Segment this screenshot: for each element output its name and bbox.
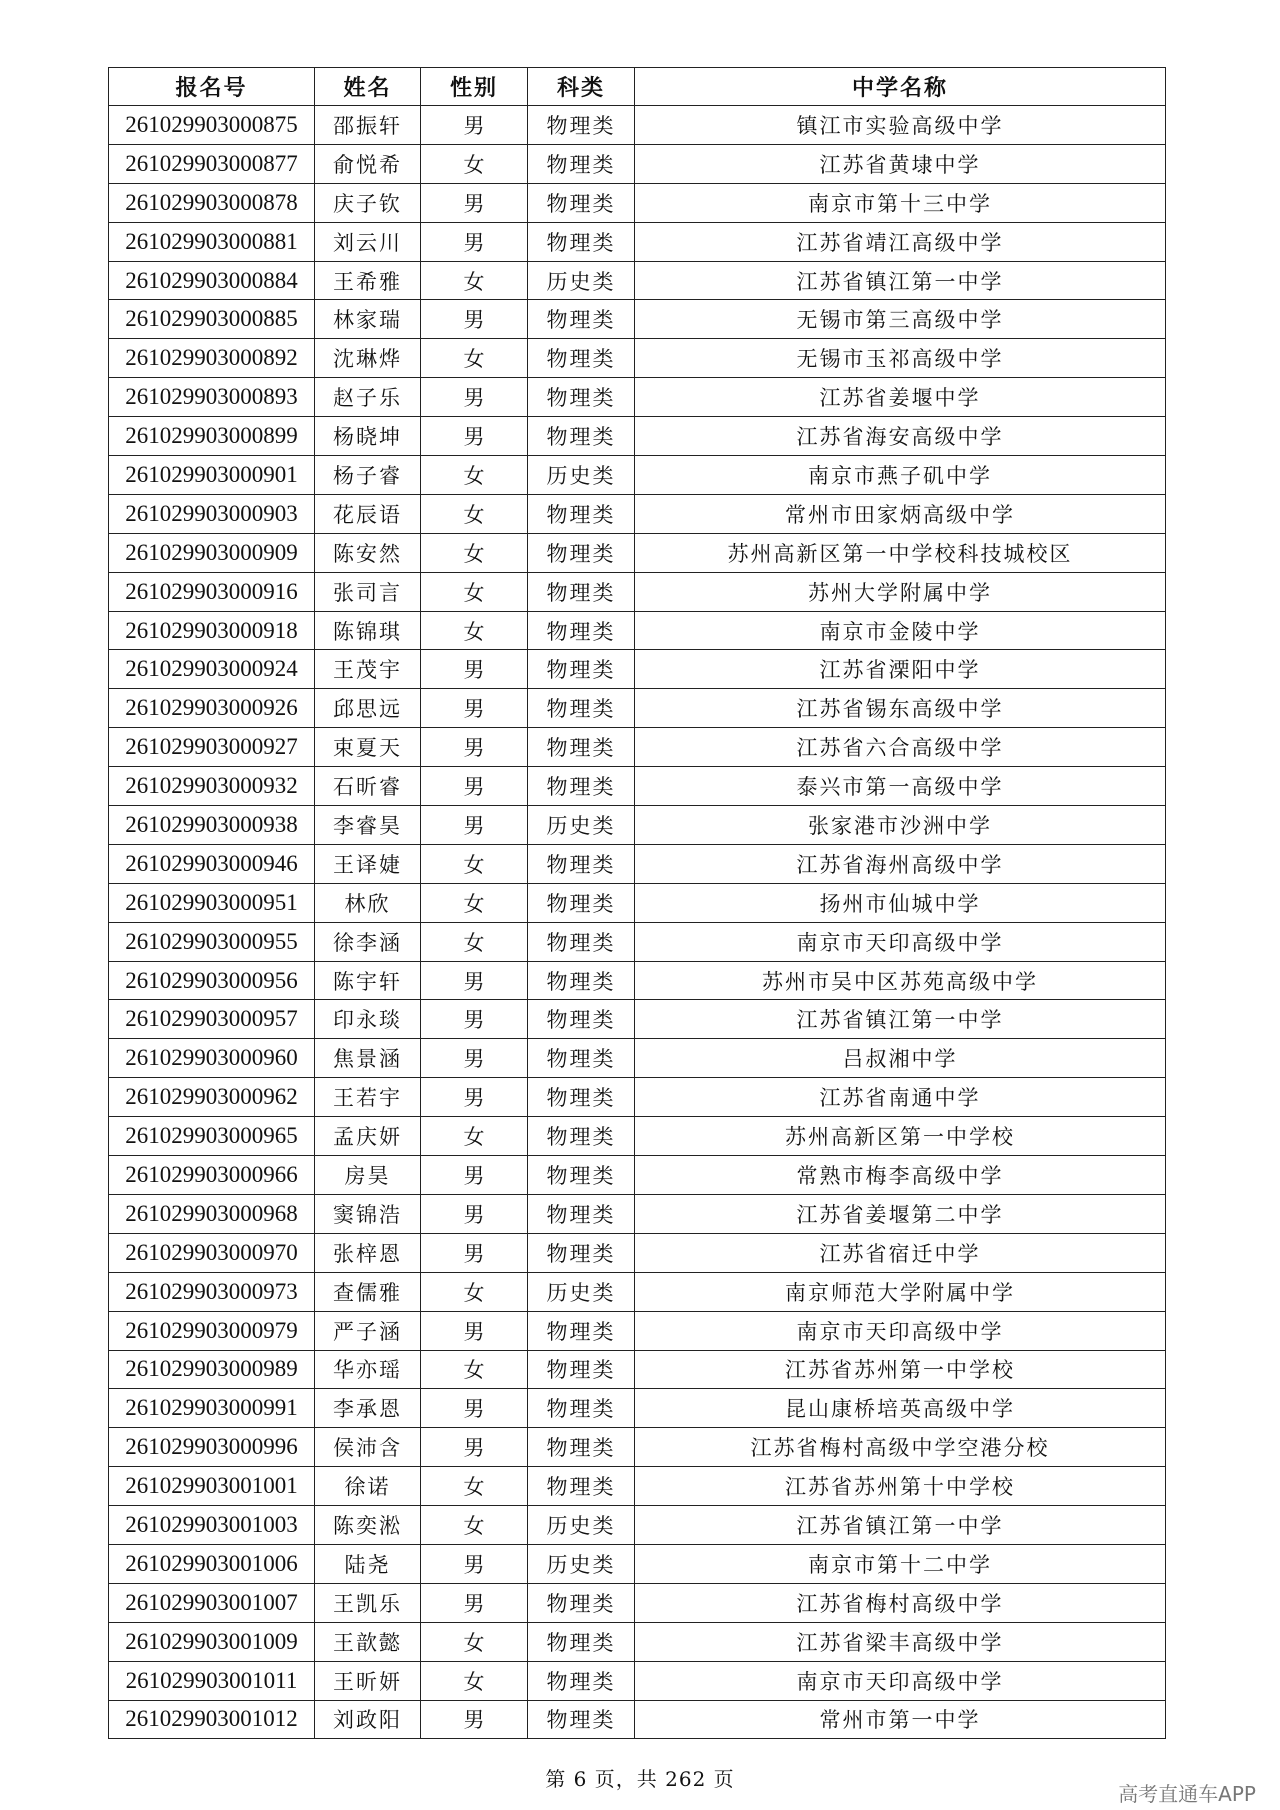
cell-subject-track: 物理类 xyxy=(528,728,635,767)
cell-registration-number: 261029903000885 xyxy=(109,300,315,339)
cell-registration-number: 261029903001009 xyxy=(109,1622,315,1661)
cell-school-name: 南京市燕子矶中学 xyxy=(635,456,1166,495)
header-registration-number: 报名号 xyxy=(109,68,315,106)
cell-name: 邵振轩 xyxy=(315,106,421,145)
cell-registration-number: 261029903000966 xyxy=(109,1156,315,1195)
cell-subject-track: 物理类 xyxy=(528,922,635,961)
cell-school-name: 苏州市吴中区苏苑高级中学 xyxy=(635,961,1166,1000)
cell-name: 张司言 xyxy=(315,572,421,611)
cell-name: 陆尧 xyxy=(315,1544,421,1583)
table-row xyxy=(109,572,1166,611)
table-header-row xyxy=(109,68,1166,106)
table-row xyxy=(109,611,1166,650)
cell-gender: 女 xyxy=(421,1350,528,1389)
cell-subject-track: 物理类 xyxy=(528,1078,635,1117)
cell-school-name: 南京市第十二中学 xyxy=(635,1544,1166,1583)
table-row xyxy=(109,456,1166,495)
cell-subject-track: 历史类 xyxy=(528,1544,635,1583)
cell-name: 徐李涵 xyxy=(315,922,421,961)
cell-registration-number: 261029903000926 xyxy=(109,689,315,728)
cell-gender: 女 xyxy=(421,883,528,922)
table-row xyxy=(109,378,1166,417)
cell-school-name: 南京市天印高级中学 xyxy=(635,1661,1166,1700)
cell-school-name: 苏州高新区第一中学校科技城校区 xyxy=(635,533,1166,572)
cell-gender: 女 xyxy=(421,611,528,650)
table-row xyxy=(109,1583,1166,1622)
cell-registration-number: 261029903000893 xyxy=(109,378,315,417)
table-row xyxy=(109,1000,1166,1039)
cell-gender: 男 xyxy=(421,1389,528,1428)
cell-name: 王译婕 xyxy=(315,844,421,883)
cell-gender: 男 xyxy=(421,650,528,689)
table-row xyxy=(109,1194,1166,1233)
cell-school-name: 江苏省南通中学 xyxy=(635,1078,1166,1117)
cell-name: 束夏天 xyxy=(315,728,421,767)
cell-school-name: 昆山康桥培英高级中学 xyxy=(635,1389,1166,1428)
cell-name: 杨子睿 xyxy=(315,456,421,495)
table-row xyxy=(109,1117,1166,1156)
cell-name: 李睿昊 xyxy=(315,806,421,845)
cell-registration-number: 261029903000892 xyxy=(109,339,315,378)
cell-name: 刘政阳 xyxy=(315,1700,421,1739)
cell-name: 花辰语 xyxy=(315,494,421,533)
cell-gender: 女 xyxy=(421,1622,528,1661)
cell-name: 王昕妍 xyxy=(315,1661,421,1700)
cell-registration-number: 261029903001012 xyxy=(109,1700,315,1739)
cell-registration-number: 261029903000991 xyxy=(109,1389,315,1428)
cell-name: 邱思远 xyxy=(315,689,421,728)
cell-school-name: 南京市金陵中学 xyxy=(635,611,1166,650)
cell-registration-number: 261029903000918 xyxy=(109,611,315,650)
cell-gender: 女 xyxy=(421,1467,528,1506)
table-row xyxy=(109,1661,1166,1700)
table-row xyxy=(109,261,1166,300)
cell-name: 严子涵 xyxy=(315,1311,421,1350)
cell-gender: 男 xyxy=(421,767,528,806)
cell-gender: 男 xyxy=(421,1428,528,1467)
cell-name: 林欣 xyxy=(315,883,421,922)
table-row xyxy=(109,1039,1166,1078)
cell-gender: 男 xyxy=(421,1194,528,1233)
cell-subject-track: 物理类 xyxy=(528,767,635,806)
cell-gender: 男 xyxy=(421,1000,528,1039)
cell-registration-number: 261029903000955 xyxy=(109,922,315,961)
cell-gender: 男 xyxy=(421,183,528,222)
page-number: 第 6 页，共 262 页 xyxy=(545,1767,735,1791)
cell-name: 印永琰 xyxy=(315,1000,421,1039)
table-body xyxy=(109,106,1166,1739)
cell-registration-number: 261029903000965 xyxy=(109,1117,315,1156)
cell-registration-number: 261029903000946 xyxy=(109,844,315,883)
cell-school-name: 泰兴市第一高级中学 xyxy=(635,767,1166,806)
cell-subject-track: 物理类 xyxy=(528,1622,635,1661)
header-subject-track: 科类 xyxy=(528,68,635,106)
table-row xyxy=(109,1506,1166,1545)
cell-name: 王茂宇 xyxy=(315,650,421,689)
cell-subject-track: 物理类 xyxy=(528,106,635,145)
table-row xyxy=(109,1389,1166,1428)
cell-name: 查儒雅 xyxy=(315,1272,421,1311)
table-row xyxy=(109,650,1166,689)
cell-school-name: 吕叔湘中学 xyxy=(635,1039,1166,1078)
cell-name: 侯沛含 xyxy=(315,1428,421,1467)
cell-subject-track: 物理类 xyxy=(528,1117,635,1156)
cell-gender: 女 xyxy=(421,533,528,572)
table-row xyxy=(109,339,1166,378)
cell-gender: 男 xyxy=(421,417,528,456)
cell-school-name: 南京市第十三中学 xyxy=(635,183,1166,222)
cell-subject-track: 物理类 xyxy=(528,1000,635,1039)
cell-school-name: 常熟市梅李高级中学 xyxy=(635,1156,1166,1195)
header-name: 姓名 xyxy=(315,68,421,106)
header-school-name: 中学名称 xyxy=(635,68,1166,106)
cell-registration-number: 261029903000996 xyxy=(109,1428,315,1467)
cell-name: 王凯乐 xyxy=(315,1583,421,1622)
cell-school-name: 江苏省苏州第一中学校 xyxy=(635,1350,1166,1389)
cell-subject-track: 物理类 xyxy=(528,611,635,650)
table-row xyxy=(109,494,1166,533)
cell-subject-track: 物理类 xyxy=(528,650,635,689)
cell-school-name: 南京市天印高级中学 xyxy=(635,922,1166,961)
table-row xyxy=(109,1272,1166,1311)
cell-subject-track: 物理类 xyxy=(528,1583,635,1622)
cell-subject-track: 历史类 xyxy=(528,806,635,845)
cell-school-name: 江苏省镇江第一中学 xyxy=(635,1000,1166,1039)
cell-subject-track: 物理类 xyxy=(528,1039,635,1078)
table-row xyxy=(109,883,1166,922)
cell-registration-number: 261029903001003 xyxy=(109,1506,315,1545)
cell-school-name: 南京市天印高级中学 xyxy=(635,1311,1166,1350)
cell-subject-track: 物理类 xyxy=(528,339,635,378)
cell-name: 王希雅 xyxy=(315,261,421,300)
table-row xyxy=(109,533,1166,572)
cell-name: 王歆懿 xyxy=(315,1622,421,1661)
cell-registration-number: 261029903000877 xyxy=(109,144,315,183)
cell-registration-number: 261029903000899 xyxy=(109,417,315,456)
cell-gender: 男 xyxy=(421,1700,528,1739)
cell-subject-track: 物理类 xyxy=(528,1389,635,1428)
table-row xyxy=(109,1311,1166,1350)
cell-school-name: 江苏省锡东高级中学 xyxy=(635,689,1166,728)
table-row xyxy=(109,1544,1166,1583)
cell-subject-track: 物理类 xyxy=(528,1233,635,1272)
cell-name: 李承恩 xyxy=(315,1389,421,1428)
cell-subject-track: 历史类 xyxy=(528,1506,635,1545)
cell-school-name: 无锡市玉祁高级中学 xyxy=(635,339,1166,378)
table-row xyxy=(109,1622,1166,1661)
cell-registration-number: 261029903000938 xyxy=(109,806,315,845)
cell-school-name: 江苏省苏州第十中学校 xyxy=(635,1467,1166,1506)
cell-gender: 女 xyxy=(421,339,528,378)
cell-registration-number: 261029903000909 xyxy=(109,533,315,572)
cell-gender: 男 xyxy=(421,1544,528,1583)
cell-gender: 男 xyxy=(421,378,528,417)
cell-school-name: 江苏省靖江高级中学 xyxy=(635,222,1166,261)
cell-school-name: 江苏省梅村高级中学 xyxy=(635,1583,1166,1622)
cell-registration-number: 261029903000916 xyxy=(109,572,315,611)
cell-school-name: 常州市田家炳高级中学 xyxy=(635,494,1166,533)
cell-gender: 女 xyxy=(421,494,528,533)
table-row xyxy=(109,689,1166,728)
table-row xyxy=(109,922,1166,961)
cell-subject-track: 物理类 xyxy=(528,183,635,222)
cell-subject-track: 物理类 xyxy=(528,1311,635,1350)
cell-registration-number: 261029903000960 xyxy=(109,1039,315,1078)
cell-gender: 女 xyxy=(421,1661,528,1700)
table-row xyxy=(109,1078,1166,1117)
table-row xyxy=(109,1428,1166,1467)
table-row xyxy=(109,1233,1166,1272)
cell-gender: 女 xyxy=(421,572,528,611)
cell-registration-number: 261029903000878 xyxy=(109,183,315,222)
cell-name: 林家瑞 xyxy=(315,300,421,339)
cell-registration-number: 261029903001007 xyxy=(109,1583,315,1622)
cell-school-name: 江苏省梁丰高级中学 xyxy=(635,1622,1166,1661)
table-row xyxy=(109,222,1166,261)
cell-registration-number: 261029903000968 xyxy=(109,1194,315,1233)
cell-name: 焦景涵 xyxy=(315,1039,421,1078)
cell-name: 赵子乐 xyxy=(315,378,421,417)
cell-subject-track: 物理类 xyxy=(528,417,635,456)
cell-name: 陈安然 xyxy=(315,533,421,572)
cell-school-name: 江苏省六合高级中学 xyxy=(635,728,1166,767)
cell-registration-number: 261029903000979 xyxy=(109,1311,315,1350)
table-row xyxy=(109,183,1166,222)
table-row xyxy=(109,300,1166,339)
cell-gender: 男 xyxy=(421,1233,528,1272)
table-row xyxy=(109,1156,1166,1195)
cell-registration-number: 261029903000884 xyxy=(109,261,315,300)
cell-subject-track: 物理类 xyxy=(528,144,635,183)
table-row xyxy=(109,806,1166,845)
cell-school-name: 南京师范大学附属中学 xyxy=(635,1272,1166,1311)
cell-school-name: 江苏省姜堰第二中学 xyxy=(635,1194,1166,1233)
cell-gender: 男 xyxy=(421,1311,528,1350)
cell-subject-track: 物理类 xyxy=(528,300,635,339)
cell-name: 庆子钦 xyxy=(315,183,421,222)
cell-subject-track: 物理类 xyxy=(528,572,635,611)
cell-subject-track: 物理类 xyxy=(528,961,635,1000)
table-row xyxy=(109,144,1166,183)
cell-registration-number: 261029903000970 xyxy=(109,1233,315,1272)
cell-gender: 女 xyxy=(421,1272,528,1311)
cell-subject-track: 物理类 xyxy=(528,689,635,728)
cell-name: 陈宇轩 xyxy=(315,961,421,1000)
cell-gender: 男 xyxy=(421,1039,528,1078)
cell-registration-number: 261029903000927 xyxy=(109,728,315,767)
cell-name: 石昕睿 xyxy=(315,767,421,806)
cell-registration-number: 261029903000956 xyxy=(109,961,315,1000)
table-row xyxy=(109,1350,1166,1389)
cell-name: 房昊 xyxy=(315,1156,421,1195)
cell-gender: 男 xyxy=(421,689,528,728)
cell-name: 窦锦浩 xyxy=(315,1194,421,1233)
cell-gender: 男 xyxy=(421,106,528,145)
cell-subject-track: 物理类 xyxy=(528,1700,635,1739)
cell-school-name: 常州市第一中学 xyxy=(635,1700,1166,1739)
cell-name: 王若宇 xyxy=(315,1078,421,1117)
cell-school-name: 江苏省海州高级中学 xyxy=(635,844,1166,883)
table-row xyxy=(109,844,1166,883)
cell-subject-track: 历史类 xyxy=(528,456,635,495)
cell-name: 徐诺 xyxy=(315,1467,421,1506)
cell-school-name: 江苏省宿迁中学 xyxy=(635,1233,1166,1272)
cell-registration-number: 261029903000973 xyxy=(109,1272,315,1311)
cell-gender: 男 xyxy=(421,961,528,1000)
cell-name: 杨晓坤 xyxy=(315,417,421,456)
cell-gender: 男 xyxy=(421,806,528,845)
cell-registration-number: 261029903000875 xyxy=(109,106,315,145)
cell-school-name: 江苏省镇江第一中学 xyxy=(635,1506,1166,1545)
cell-subject-track: 物理类 xyxy=(528,1156,635,1195)
cell-gender: 男 xyxy=(421,1583,528,1622)
cell-subject-track: 物理类 xyxy=(528,1467,635,1506)
cell-school-name: 无锡市第三高级中学 xyxy=(635,300,1166,339)
cell-subject-track: 物理类 xyxy=(528,1194,635,1233)
cell-subject-track: 物理类 xyxy=(528,533,635,572)
cell-school-name: 江苏省梅村高级中学空港分校 xyxy=(635,1428,1166,1467)
cell-subject-track: 物理类 xyxy=(528,1428,635,1467)
cell-name: 陈奕淞 xyxy=(315,1506,421,1545)
cell-gender: 女 xyxy=(421,1117,528,1156)
cell-name: 孟庆妍 xyxy=(315,1117,421,1156)
table-row xyxy=(109,1700,1166,1739)
cell-gender: 女 xyxy=(421,922,528,961)
cell-registration-number: 261029903000962 xyxy=(109,1078,315,1117)
cell-gender: 男 xyxy=(421,1156,528,1195)
cell-subject-track: 历史类 xyxy=(528,261,635,300)
table-row xyxy=(109,728,1166,767)
cell-name: 张梓恩 xyxy=(315,1233,421,1272)
cell-registration-number: 261029903000932 xyxy=(109,767,315,806)
cell-school-name: 江苏省姜堰中学 xyxy=(635,378,1166,417)
cell-school-name: 江苏省镇江第一中学 xyxy=(635,261,1166,300)
cell-registration-number: 261029903000957 xyxy=(109,1000,315,1039)
cell-subject-track: 物理类 xyxy=(528,1661,635,1700)
cell-school-name: 江苏省溧阳中学 xyxy=(635,650,1166,689)
cell-subject-track: 物理类 xyxy=(528,494,635,533)
cell-subject-track: 物理类 xyxy=(528,883,635,922)
cell-registration-number: 261029903000901 xyxy=(109,456,315,495)
cell-gender: 男 xyxy=(421,728,528,767)
cell-name: 刘云川 xyxy=(315,222,421,261)
table-row xyxy=(109,961,1166,1000)
cell-gender: 女 xyxy=(421,1506,528,1545)
cell-school-name: 江苏省海安高级中学 xyxy=(635,417,1166,456)
cell-name: 陈锦琪 xyxy=(315,611,421,650)
cell-school-name: 苏州大学附属中学 xyxy=(635,572,1166,611)
cell-registration-number: 261029903001006 xyxy=(109,1544,315,1583)
cell-registration-number: 261029903001001 xyxy=(109,1467,315,1506)
cell-gender: 女 xyxy=(421,144,528,183)
cell-registration-number: 261029903000951 xyxy=(109,883,315,922)
table-row xyxy=(109,767,1166,806)
cell-gender: 男 xyxy=(421,300,528,339)
admission-list-table xyxy=(108,67,1166,1739)
cell-subject-track: 物理类 xyxy=(528,378,635,417)
cell-school-name: 苏州高新区第一中学校 xyxy=(635,1117,1166,1156)
cell-school-name: 镇江市实验高级中学 xyxy=(635,106,1166,145)
cell-registration-number: 261029903000989 xyxy=(109,1350,315,1389)
cell-registration-number: 261029903000903 xyxy=(109,494,315,533)
table-row xyxy=(109,106,1166,145)
cell-subject-track: 物理类 xyxy=(528,844,635,883)
cell-subject-track: 历史类 xyxy=(528,1272,635,1311)
cell-registration-number: 261029903001011 xyxy=(109,1661,315,1700)
table-row xyxy=(109,1467,1166,1506)
cell-name: 沈琳烨 xyxy=(315,339,421,378)
cell-name: 华亦瑶 xyxy=(315,1350,421,1389)
cell-registration-number: 261029903000924 xyxy=(109,650,315,689)
cell-gender: 女 xyxy=(421,261,528,300)
cell-school-name: 江苏省黄埭中学 xyxy=(635,144,1166,183)
watermark-logo-text: 高考直通车APP xyxy=(1118,1782,1256,1806)
header-gender: 性别 xyxy=(421,68,528,106)
cell-subject-track: 物理类 xyxy=(528,1350,635,1389)
cell-name: 俞悦希 xyxy=(315,144,421,183)
table-row xyxy=(109,417,1166,456)
cell-gender: 女 xyxy=(421,456,528,495)
cell-gender: 男 xyxy=(421,1078,528,1117)
cell-gender: 男 xyxy=(421,222,528,261)
cell-school-name: 扬州市仙城中学 xyxy=(635,883,1166,922)
cell-gender: 女 xyxy=(421,844,528,883)
cell-school-name: 张家港市沙洲中学 xyxy=(635,806,1166,845)
cell-registration-number: 261029903000881 xyxy=(109,222,315,261)
cell-subject-track: 物理类 xyxy=(528,222,635,261)
